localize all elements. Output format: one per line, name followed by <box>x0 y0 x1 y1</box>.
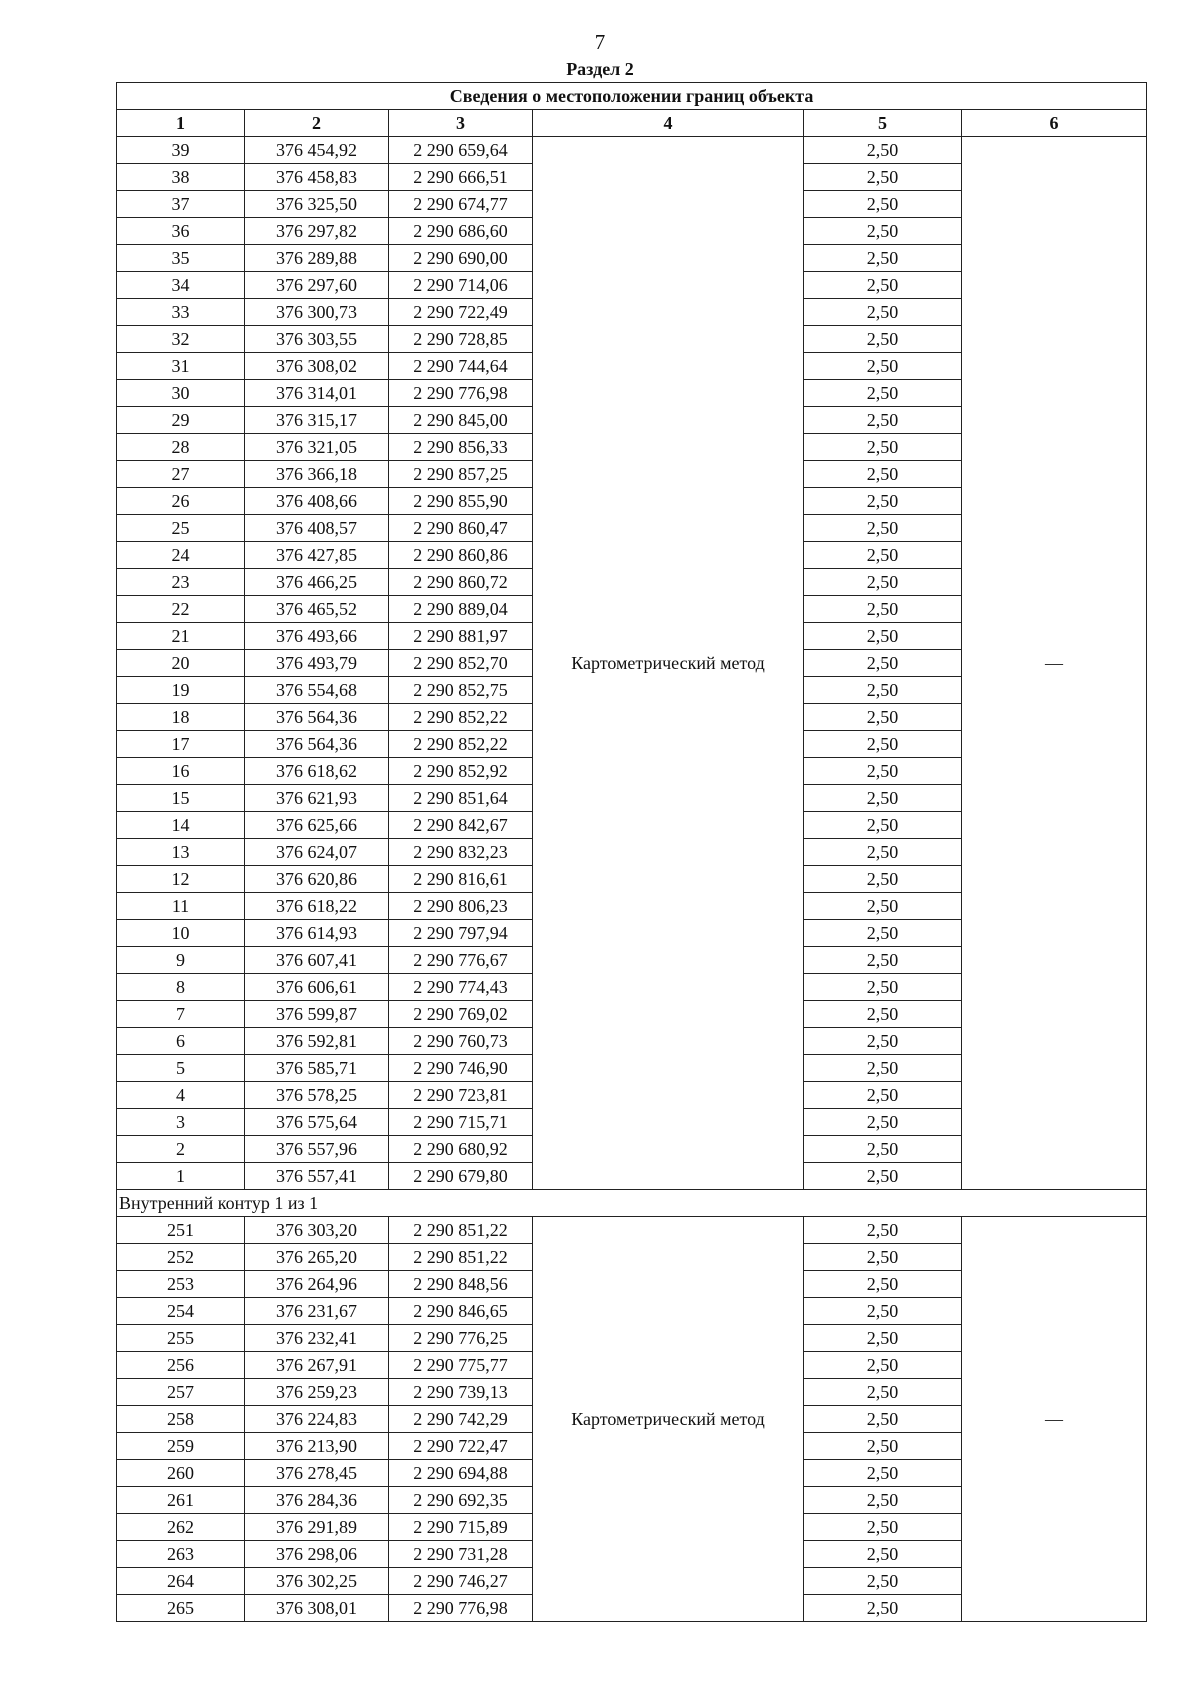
accuracy: 2,50 <box>804 1487 962 1514</box>
accuracy: 2,50 <box>804 272 962 299</box>
point-number: 259 <box>117 1433 245 1460</box>
coord-y: 2 290 855,90 <box>389 488 533 515</box>
point-number: 21 <box>117 623 245 650</box>
coord-y: 2 290 774,43 <box>389 974 533 1001</box>
accuracy: 2,50 <box>804 1352 962 1379</box>
coord-x: 376 427,85 <box>245 542 389 569</box>
point-number: 261 <box>117 1487 245 1514</box>
accuracy: 2,50 <box>804 866 962 893</box>
coord-y: 2 290 832,23 <box>389 839 533 866</box>
coord-x: 376 325,50 <box>245 191 389 218</box>
coord-y: 2 290 851,64 <box>389 785 533 812</box>
coord-y: 2 290 816,61 <box>389 866 533 893</box>
table-row <box>117 137 1147 164</box>
coord-y: 2 290 845,00 <box>389 407 533 434</box>
coord-y: 2 290 776,98 <box>389 1595 533 1622</box>
boundary-coordinates-table <box>116 82 1147 1622</box>
accuracy: 2,50 <box>804 839 962 866</box>
accuracy: 2,50 <box>804 1325 962 1352</box>
point-number: 2 <box>117 1136 245 1163</box>
accuracy: 2,50 <box>804 596 962 623</box>
point-number: 8 <box>117 974 245 1001</box>
coord-x: 376 554,68 <box>245 677 389 704</box>
coord-y: 2 290 851,22 <box>389 1217 533 1244</box>
point-number: 5 <box>117 1055 245 1082</box>
point-number: 31 <box>117 353 245 380</box>
coord-y: 2 290 860,47 <box>389 515 533 542</box>
accuracy: 2,50 <box>804 1163 962 1190</box>
coord-y: 2 290 806,23 <box>389 893 533 920</box>
coord-x: 376 621,93 <box>245 785 389 812</box>
accuracy: 2,50 <box>804 920 962 947</box>
point-number: 14 <box>117 812 245 839</box>
coord-y: 2 290 746,90 <box>389 1055 533 1082</box>
coord-x: 376 557,41 <box>245 1163 389 1190</box>
column-header-2: 2 <box>245 110 389 137</box>
accuracy: 2,50 <box>804 218 962 245</box>
accuracy: 2,50 <box>804 1568 962 1595</box>
coord-y: 2 290 776,67 <box>389 947 533 974</box>
accuracy: 2,50 <box>804 299 962 326</box>
coord-x: 376 466,25 <box>245 569 389 596</box>
coord-x: 376 614,93 <box>245 920 389 947</box>
method-cell: Картометрический метод <box>533 1217 804 1622</box>
point-number: 30 <box>117 380 245 407</box>
coord-y: 2 290 776,98 <box>389 380 533 407</box>
point-number: 1 <box>117 1163 245 1190</box>
accuracy: 2,50 <box>804 677 962 704</box>
point-number: 33 <box>117 299 245 326</box>
column-header-5: 5 <box>804 110 962 137</box>
point-number: 11 <box>117 893 245 920</box>
coord-x: 376 366,18 <box>245 461 389 488</box>
point-number: 7 <box>117 1001 245 1028</box>
accuracy: 2,50 <box>804 1055 962 1082</box>
coord-y: 2 290 746,27 <box>389 1568 533 1595</box>
coord-y: 2 290 694,88 <box>389 1460 533 1487</box>
accuracy: 2,50 <box>804 1244 962 1271</box>
coord-y: 2 290 797,94 <box>389 920 533 947</box>
coord-y: 2 290 881,97 <box>389 623 533 650</box>
point-number: 9 <box>117 947 245 974</box>
coord-x: 376 291,89 <box>245 1514 389 1541</box>
point-number: 34 <box>117 272 245 299</box>
coord-y: 2 290 686,60 <box>389 218 533 245</box>
coord-x: 376 493,79 <box>245 650 389 677</box>
point-number: 257 <box>117 1379 245 1406</box>
coord-x: 376 264,96 <box>245 1271 389 1298</box>
accuracy: 2,50 <box>804 1001 962 1028</box>
coord-y: 2 290 690,00 <box>389 245 533 272</box>
accuracy: 2,50 <box>804 434 962 461</box>
point-number: 252 <box>117 1244 245 1271</box>
coord-y: 2 290 714,06 <box>389 272 533 299</box>
accuracy: 2,50 <box>804 569 962 596</box>
coord-y: 2 290 852,92 <box>389 758 533 785</box>
coord-x: 376 458,83 <box>245 164 389 191</box>
coord-x: 376 454,92 <box>245 137 389 164</box>
point-number: 27 <box>117 461 245 488</box>
coord-x: 376 232,41 <box>245 1325 389 1352</box>
coord-x: 376 564,36 <box>245 704 389 731</box>
point-number: 254 <box>117 1298 245 1325</box>
coord-y: 2 290 852,75 <box>389 677 533 704</box>
coord-x: 376 302,25 <box>245 1568 389 1595</box>
accuracy: 2,50 <box>804 731 962 758</box>
point-number: 10 <box>117 920 245 947</box>
coord-y: 2 290 857,25 <box>389 461 533 488</box>
point-number: 25 <box>117 515 245 542</box>
coord-y: 2 290 674,77 <box>389 191 533 218</box>
coord-x: 376 298,06 <box>245 1541 389 1568</box>
point-number: 258 <box>117 1406 245 1433</box>
coord-y: 2 290 731,28 <box>389 1541 533 1568</box>
point-number: 17 <box>117 731 245 758</box>
accuracy: 2,50 <box>804 785 962 812</box>
coord-y: 2 290 723,81 <box>389 1082 533 1109</box>
coord-x: 376 213,90 <box>245 1433 389 1460</box>
coord-x: 376 408,57 <box>245 515 389 542</box>
coord-x: 376 607,41 <box>245 947 389 974</box>
point-number: 35 <box>117 245 245 272</box>
accuracy: 2,50 <box>804 704 962 731</box>
point-number: 263 <box>117 1541 245 1568</box>
coord-x: 376 624,07 <box>245 839 389 866</box>
accuracy: 2,50 <box>804 1433 962 1460</box>
coord-y: 2 290 679,80 <box>389 1163 533 1190</box>
accuracy: 2,50 <box>804 542 962 569</box>
coord-y: 2 290 852,22 <box>389 731 533 758</box>
point-number: 24 <box>117 542 245 569</box>
coord-y: 2 290 680,92 <box>389 1136 533 1163</box>
coord-x: 376 297,82 <box>245 218 389 245</box>
accuracy: 2,50 <box>804 893 962 920</box>
point-number: 4 <box>117 1082 245 1109</box>
coord-y: 2 290 775,77 <box>389 1352 533 1379</box>
accuracy: 2,50 <box>804 407 962 434</box>
accuracy: 2,50 <box>804 488 962 515</box>
point-number: 15 <box>117 785 245 812</box>
accuracy: 2,50 <box>804 1298 962 1325</box>
coord-x: 376 259,23 <box>245 1379 389 1406</box>
table-title: Сведения о местоположении границ объекта <box>117 83 1147 110</box>
point-number: 32 <box>117 326 245 353</box>
point-number: 23 <box>117 569 245 596</box>
point-number: 12 <box>117 866 245 893</box>
column-6-cell: — <box>962 137 1147 1190</box>
coord-y: 2 290 848,56 <box>389 1271 533 1298</box>
coord-x: 376 592,81 <box>245 1028 389 1055</box>
point-number: 37 <box>117 191 245 218</box>
section-title: Раздел 2 <box>566 59 634 79</box>
coord-x: 376 297,60 <box>245 272 389 299</box>
method-cell: Картометрический метод <box>533 137 804 1190</box>
point-number: 38 <box>117 164 245 191</box>
accuracy: 2,50 <box>804 1082 962 1109</box>
point-number: 13 <box>117 839 245 866</box>
coord-y: 2 290 715,89 <box>389 1514 533 1541</box>
accuracy: 2,50 <box>804 515 962 542</box>
accuracy: 2,50 <box>804 1271 962 1298</box>
accuracy: 2,50 <box>804 191 962 218</box>
coord-y: 2 290 860,86 <box>389 542 533 569</box>
accuracy: 2,50 <box>804 623 962 650</box>
column-header-6: 6 <box>962 110 1147 137</box>
coord-y: 2 290 769,02 <box>389 1001 533 1028</box>
point-number: 264 <box>117 1568 245 1595</box>
coord-x: 376 585,71 <box>245 1055 389 1082</box>
point-number: 3 <box>117 1109 245 1136</box>
coord-y: 2 290 846,65 <box>389 1298 533 1325</box>
point-number: 16 <box>117 758 245 785</box>
coord-x: 376 303,55 <box>245 326 389 353</box>
point-number: 6 <box>117 1028 245 1055</box>
accuracy: 2,50 <box>804 1595 962 1622</box>
point-number: 265 <box>117 1595 245 1622</box>
accuracy: 2,50 <box>804 461 962 488</box>
coord-y: 2 290 692,35 <box>389 1487 533 1514</box>
coord-y: 2 290 860,72 <box>389 569 533 596</box>
coord-x: 376 564,36 <box>245 731 389 758</box>
coord-x: 376 300,73 <box>245 299 389 326</box>
accuracy: 2,50 <box>804 1217 962 1244</box>
page-number: 7 <box>594 30 606 54</box>
column-header-row <box>117 110 1147 137</box>
point-number: 20 <box>117 650 245 677</box>
accuracy: 2,50 <box>804 812 962 839</box>
accuracy: 2,50 <box>804 164 962 191</box>
coord-x: 376 557,96 <box>245 1136 389 1163</box>
coord-y: 2 290 722,49 <box>389 299 533 326</box>
accuracy: 2,50 <box>804 1460 962 1487</box>
coord-x: 376 303,20 <box>245 1217 389 1244</box>
coord-x: 376 308,02 <box>245 353 389 380</box>
column-6-cell: — <box>962 1217 1147 1622</box>
accuracy: 2,50 <box>804 650 962 677</box>
coord-y: 2 290 728,85 <box>389 326 533 353</box>
contour-label: Внутренний контур 1 из 1 <box>117 1190 1147 1217</box>
coord-y: 2 290 742,29 <box>389 1406 533 1433</box>
coord-x: 376 620,86 <box>245 866 389 893</box>
table-row <box>117 1217 1147 1244</box>
point-number: 260 <box>117 1460 245 1487</box>
coord-y: 2 290 739,13 <box>389 1379 533 1406</box>
coord-y: 2 290 744,64 <box>389 353 533 380</box>
point-number: 256 <box>117 1352 245 1379</box>
accuracy: 2,50 <box>804 1136 962 1163</box>
coord-x: 376 315,17 <box>245 407 389 434</box>
coord-y: 2 290 715,71 <box>389 1109 533 1136</box>
accuracy: 2,50 <box>804 1514 962 1541</box>
coord-x: 376 265,20 <box>245 1244 389 1271</box>
coord-y: 2 290 852,22 <box>389 704 533 731</box>
column-header-1: 1 <box>117 110 245 137</box>
coord-x: 376 599,87 <box>245 1001 389 1028</box>
accuracy: 2,50 <box>804 758 962 785</box>
coord-x: 376 618,22 <box>245 893 389 920</box>
point-number: 18 <box>117 704 245 731</box>
accuracy: 2,50 <box>804 137 962 164</box>
coord-x: 376 289,88 <box>245 245 389 272</box>
coord-x: 376 578,25 <box>245 1082 389 1109</box>
accuracy: 2,50 <box>804 1028 962 1055</box>
accuracy: 2,50 <box>804 974 962 1001</box>
coord-x: 376 267,91 <box>245 1352 389 1379</box>
accuracy: 2,50 <box>804 326 962 353</box>
accuracy: 2,50 <box>804 353 962 380</box>
coord-x: 376 284,36 <box>245 1487 389 1514</box>
table-title-row <box>117 83 1147 110</box>
accuracy: 2,50 <box>804 1541 962 1568</box>
point-number: 255 <box>117 1325 245 1352</box>
column-header-3: 3 <box>389 110 533 137</box>
point-number: 28 <box>117 434 245 461</box>
column-header-4: 4 <box>533 110 804 137</box>
point-number: 39 <box>117 137 245 164</box>
accuracy: 2,50 <box>804 947 962 974</box>
coord-x: 376 321,05 <box>245 434 389 461</box>
coord-x: 376 618,62 <box>245 758 389 785</box>
coord-x: 376 278,45 <box>245 1460 389 1487</box>
point-number: 36 <box>117 218 245 245</box>
coord-x: 376 308,01 <box>245 1595 389 1622</box>
coord-x: 376 314,01 <box>245 380 389 407</box>
point-number: 253 <box>117 1271 245 1298</box>
point-number: 29 <box>117 407 245 434</box>
coord-y: 2 290 722,47 <box>389 1433 533 1460</box>
coord-x: 376 625,66 <box>245 812 389 839</box>
accuracy: 2,50 <box>804 1109 962 1136</box>
point-number: 26 <box>117 488 245 515</box>
coord-y: 2 290 852,70 <box>389 650 533 677</box>
coord-x: 376 606,61 <box>245 974 389 1001</box>
coord-x: 376 408,66 <box>245 488 389 515</box>
coord-y: 2 290 666,51 <box>389 164 533 191</box>
point-number: 262 <box>117 1514 245 1541</box>
coord-y: 2 290 760,73 <box>389 1028 533 1055</box>
point-number: 19 <box>117 677 245 704</box>
coord-x: 376 575,64 <box>245 1109 389 1136</box>
coord-y: 2 290 856,33 <box>389 434 533 461</box>
point-number: 251 <box>117 1217 245 1244</box>
coord-y: 2 290 659,64 <box>389 137 533 164</box>
accuracy: 2,50 <box>804 380 962 407</box>
accuracy: 2,50 <box>804 1406 962 1433</box>
coord-y: 2 290 842,67 <box>389 812 533 839</box>
contour-label-row <box>117 1190 1147 1217</box>
coord-y: 2 290 776,25 <box>389 1325 533 1352</box>
coord-x: 376 493,66 <box>245 623 389 650</box>
coord-x: 376 224,83 <box>245 1406 389 1433</box>
coord-x: 376 465,52 <box>245 596 389 623</box>
accuracy: 2,50 <box>804 1379 962 1406</box>
point-number: 22 <box>117 596 245 623</box>
accuracy: 2,50 <box>804 245 962 272</box>
coord-x: 376 231,67 <box>245 1298 389 1325</box>
coord-y: 2 290 851,22 <box>389 1244 533 1271</box>
coord-y: 2 290 889,04 <box>389 596 533 623</box>
